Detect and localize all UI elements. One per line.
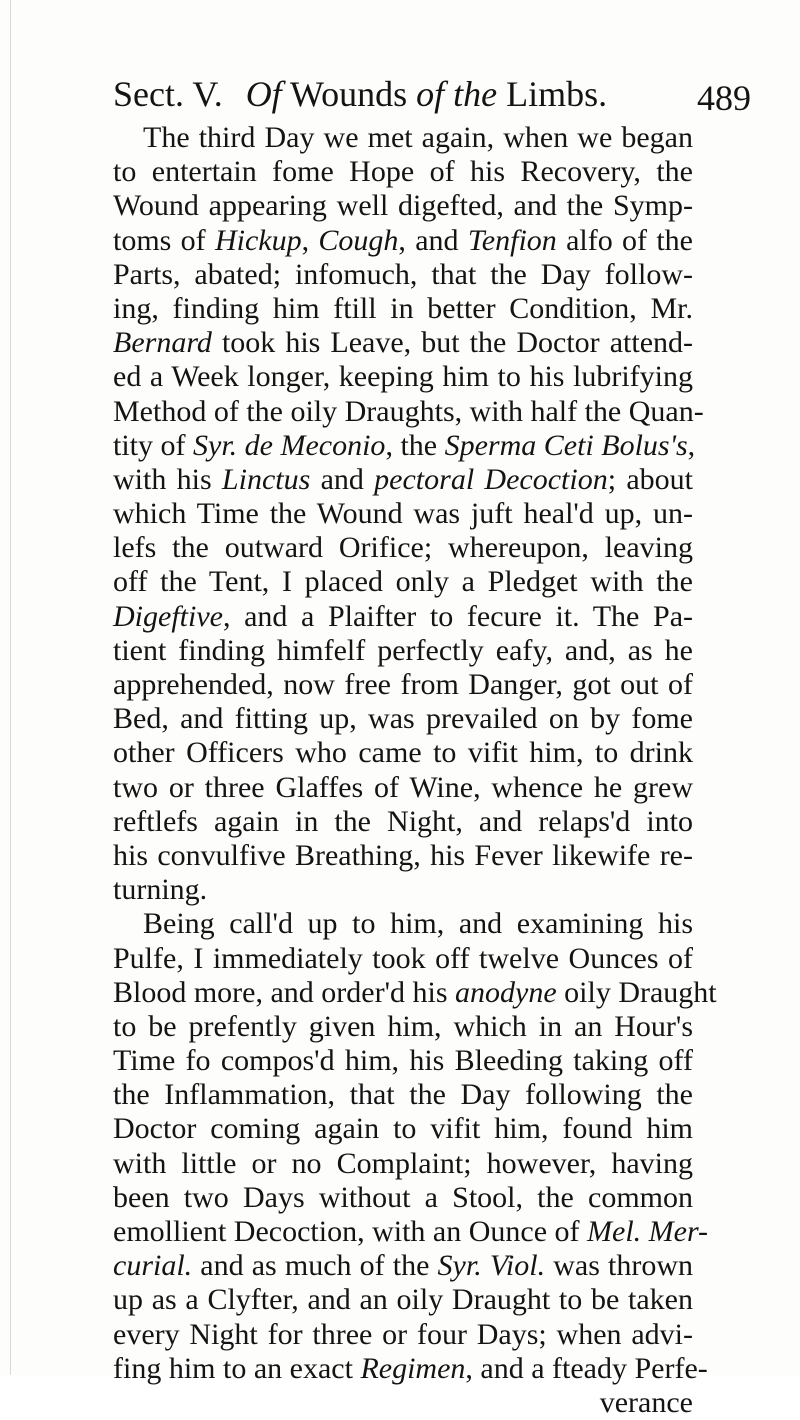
text-run: Wound appearing well digefted, and the Symp-: [113, 189, 693, 223]
text-line: [113, 360, 693, 394]
text-line: [113, 907, 693, 941]
text-line: [113, 121, 693, 155]
text-line: [113, 702, 693, 736]
text-line: [113, 258, 693, 292]
text-line: [113, 1249, 693, 1283]
text-line: [113, 600, 693, 634]
text-run: , and a Plaifter to fecure it. The Pa-: [222, 599, 693, 633]
italic-term: Cough: [318, 223, 399, 257]
text-run: ,: [301, 223, 319, 257]
text-line: [113, 1386, 693, 1420]
text-run: every Night for three or four Days; when advi-: [113, 1317, 693, 1351]
text-line: [113, 736, 693, 770]
text-run: with little or no Complaint; however, having: [113, 1146, 693, 1180]
text-run: and: [310, 462, 375, 496]
text-line: [113, 1351, 708, 1386]
text-run: oily Draught: [556, 975, 717, 1009]
text-run: emollient Decoction, with an Ounce of: [113, 1215, 588, 1248]
italic-term: Bernard: [113, 326, 212, 360]
text-line: [113, 1215, 709, 1249]
text-run: other Officers who came to vifit him, to drink: [113, 736, 693, 770]
text-run: to entertain fome Hope of his Recovery, the: [113, 155, 693, 189]
text-line: [113, 189, 693, 223]
head-wounds: Wounds: [290, 74, 408, 114]
text-line: [113, 1044, 693, 1078]
text-run: took his Leave, but the Doctor attend-: [211, 326, 693, 360]
text-line: [113, 428, 696, 463]
text-run: apprehended, now free from Danger, got out of: [113, 668, 693, 701]
head-of: Of: [245, 74, 282, 114]
text-line: [113, 771, 693, 805]
text-run: Pulfe, I immediately took off twelve Ounces of: [113, 941, 693, 975]
italic-term: Digeftive: [113, 599, 223, 633]
text-run: his convulfive Breathing, his Fever likewife re-: [113, 838, 693, 872]
italic-term: Hickup: [214, 223, 302, 257]
italic-term: Regimen: [360, 1351, 466, 1385]
text-line: [113, 873, 693, 907]
italic-term: Linctus: [221, 462, 311, 496]
text-line: [113, 942, 693, 976]
body-text: [113, 121, 717, 1420]
text-run: Being call'd up to him, and examining his: [143, 907, 693, 941]
text-run: Doctor coming again to vifit him, found him: [113, 1112, 693, 1146]
text-run: Method of the oily Draughts, with half the Quan-: [113, 394, 704, 428]
text-run: turning.: [113, 873, 208, 907]
text-line: [113, 155, 693, 189]
text-run: tity of: [113, 428, 193, 462]
text-run: tient finding himfelf perfectly eafy, and, as he: [113, 633, 693, 667]
text-run: Parts, abated; infomuch, that the Day follow-: [113, 257, 693, 291]
text-run: up as a Clyfter, and an oily Draught to be taken: [113, 1283, 693, 1317]
text-run: and as much of the: [192, 1249, 438, 1283]
text-line: [113, 326, 693, 360]
text-run: two or three Glaffes of Wine, whence he grew: [113, 770, 693, 804]
text-run: the Inflammation, that the Day following the: [113, 1078, 693, 1112]
text-line: [113, 463, 693, 497]
text-run: ,: [687, 428, 696, 462]
text-run: verance: [599, 1385, 693, 1419]
text-run: ing, finding him ftill in better Condition, Mr.: [113, 291, 693, 325]
head-limbs: Limbs.: [506, 74, 608, 114]
text-line: [113, 1318, 693, 1352]
text-line: [113, 839, 693, 873]
text-line: [113, 1010, 693, 1044]
italic-term: pectoral Decoction: [374, 462, 608, 496]
page-edge-rule: [10, 0, 11, 1375]
text-line: [113, 1112, 693, 1146]
text-run: fing him to an exact: [113, 1351, 361, 1385]
head-of-the: of the: [416, 74, 498, 114]
text-run: Bed, and fitting up, was prevailed on by fome: [113, 702, 693, 736]
text-line: [113, 805, 693, 839]
text-run: which Time the Wound was juft heal'd up, un-: [113, 497, 693, 531]
text-run: toms of: [113, 223, 215, 257]
text-line: [113, 394, 704, 429]
text-line: [113, 292, 693, 326]
italic-term: Sperma Ceti Bolus's: [444, 428, 688, 462]
text-line: [113, 634, 693, 668]
italic-term: anodyne: [455, 975, 557, 1009]
text-run: ed a Week longer, keeping him to his lubrifying: [113, 360, 693, 394]
text-run: to be prefently given him, which in an Hour's: [113, 1009, 693, 1043]
text-line: [113, 531, 693, 565]
text-run: , and: [398, 223, 468, 257]
text-run: , the: [385, 428, 445, 462]
text-run: off the Tent, I placed only a Pledget with the: [113, 565, 693, 599]
text-run: ; about: [607, 462, 693, 496]
text-run: The third Day we met again, when we began: [143, 121, 693, 154]
text-line: [113, 497, 693, 531]
italic-term: Mel. Mer-: [587, 1215, 709, 1248]
italic-term: curial.: [113, 1249, 193, 1283]
text-line: [113, 224, 693, 258]
text-line: [113, 1181, 693, 1215]
text-run: , and a fteady Perfe-: [465, 1351, 708, 1385]
italic-term: Syr. Viol.: [437, 1249, 546, 1283]
italic-term: Tenfion: [467, 223, 557, 257]
italic-term: Syr. de Meconio: [193, 428, 386, 462]
text-line: [113, 1147, 693, 1181]
page-number: 489: [697, 78, 751, 118]
section-label: Sect. V.: [113, 74, 223, 114]
text-run: lefs the outward Orifice; whereupon, leaving: [113, 531, 693, 565]
text-line: [113, 1283, 693, 1317]
text-line: [113, 975, 717, 1010]
text-run: Blood more, and order'd his: [113, 975, 456, 1009]
text-run: Time fo compos'd him, his Bleeding taking off: [113, 1044, 693, 1078]
text-run: alfo of the: [556, 223, 693, 257]
text-run: with his: [113, 462, 222, 496]
text-run: was thrown: [545, 1249, 693, 1283]
text-line: [113, 1078, 693, 1112]
text-run: been two Days without a Stool, the common: [113, 1180, 693, 1214]
text-run: reftlefs again in the Night, and relaps'd into: [113, 804, 693, 838]
text-line: [113, 565, 693, 599]
running-head: [113, 70, 653, 118]
text-line: [113, 668, 693, 702]
